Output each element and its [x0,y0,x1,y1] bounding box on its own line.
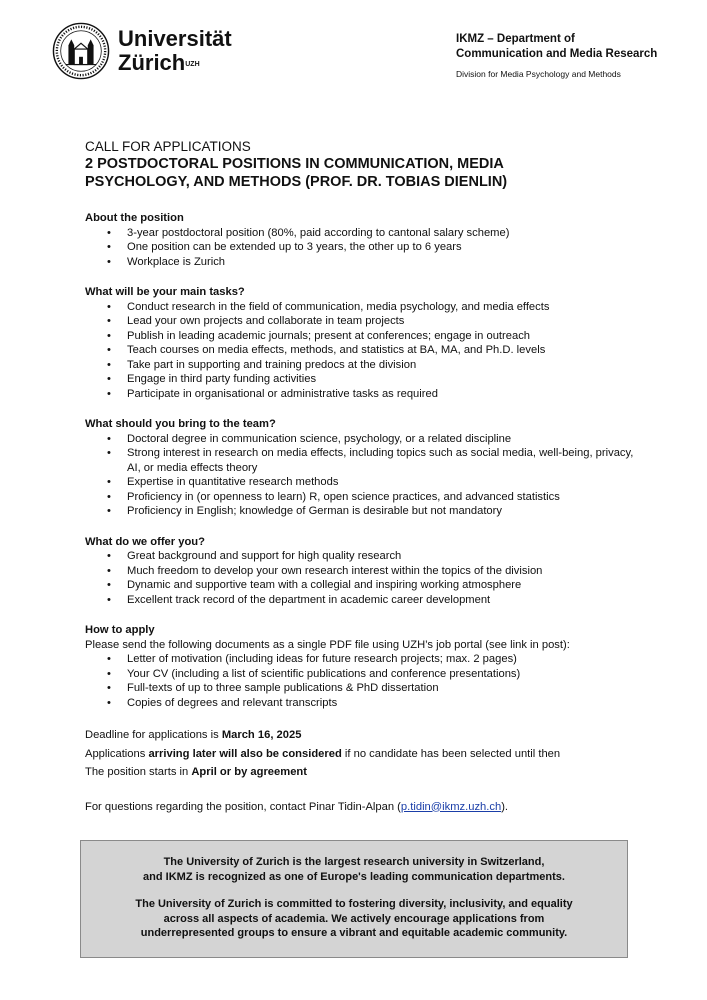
list-item: • Take part in supporting and training predocs at the division [127,358,645,373]
info-paragraph-2 [81,897,627,941]
info-box [80,840,628,958]
list-item: • Doctoral degree in communication science, psychology, or a related discipline [127,432,645,447]
section-title-tasks: What will be your main tasks? [85,286,245,298]
list-item: • Much freedom to develop your own research interest within the topics of the division [127,564,645,579]
section-title-offer: What do we offer you? [85,535,205,548]
list-item: • Expertise in quantitative research methods [127,475,645,490]
list-item: • Your CV (including a list of scientific publications and conference presentations) [127,667,645,682]
list-item: • One position can be extended up to 3 years, the other up to 6 years [127,240,645,255]
section-title-apply: How to apply [85,624,155,636]
late-post: if no candidate has been selected until then [341,747,561,760]
university-name [118,27,232,75]
university-line1: Universität [118,26,232,51]
list-item: • 3-year postdoctoral position (80%, paid according to cantonal salary scheme) [127,226,645,241]
bring-list [85,432,645,519]
list-item: • Copies of degrees and relevant transcripts [127,696,645,711]
info-line: and IKMZ is recognized as one of Europe's leading communication departments. [143,870,565,883]
division-name: Division for Media Psychology and Methods [456,69,621,79]
uzh-superscript: UZH [185,61,200,68]
call-label: CALL FOR APPLICATIONS [85,139,251,154]
info-line: The University of Zurich is committed to fostering diversity, inclusivity, and equality [135,898,573,910]
list-item: • Workplace is Zurich [127,255,645,270]
list-item: • Strong interest in research on media effects, including topics such as social media, well-being, privacy, AI, or media effects theory [127,446,645,475]
list-item: • Great background and support for high quality research [127,549,645,564]
page-title-line2: PSYCHOLOGY, AND METHODS (PROF. DR. TOBIAS DIENLIN) [85,174,508,190]
info-line: underrepresented groups to ensure a vibrant and equitable academic community. [140,927,568,939]
section-title-about: About the position [85,212,184,224]
page-title-line1: 2 POSTDOCTORAL POSITIONS IN COMMUNICATION, MEDIA [85,156,504,172]
deadline-date: March 16, 2025 [221,729,302,741]
list-item: • Participate in organisational or administrative tasks as required [127,387,645,402]
deadline-line [85,728,645,743]
contact-line [85,800,645,815]
department-block [456,32,661,79]
list-item: • Lead your own projects and collaborate in team projects [127,314,645,329]
list-item: • Publish in leading academic journals; present at conferences; engage in outreach [127,329,645,344]
offer-list [85,549,645,607]
department-line2: Communication and Media Research [456,48,658,60]
apply-intro: Please send the following documents as a single PDF file using UZH’s job portal (see link in post): [85,638,570,651]
list-item: • Proficiency in English; knowledge of German is desirable but not mandatory [127,504,645,519]
list-item: • Excellent track record of the department in academic career development [127,593,645,608]
late-pre: Applications [85,747,149,760]
info-line: The University of Zurich is the largest research university in Switzerland, [163,856,545,868]
apply-list [85,652,645,710]
section-title-bring: What should you bring to the team? [85,418,276,430]
about-list [85,226,645,270]
list-item: • Teach courses on media effects, methods, and statistics at BA, MA, and Ph.D. levels [127,343,645,358]
info-line: across all aspects of academia. We actively encourage applications from [163,912,545,925]
list-item: • Engage in third party funding activities [127,372,645,387]
list-item: • Full-texts of up to three sample publications & PhD dissertation [127,681,645,696]
list-item: • Letter of motivation (including ideas for future research projects; max. 2 pages) [127,652,645,667]
list-item: • Dynamic and supportive team with a collegial and inspiring working atmosphere [127,578,645,593]
start-line [85,765,645,780]
uzh-seal-icon [52,22,110,80]
department-line1: IKMZ – Department of [456,33,575,45]
university-line2 [118,51,232,75]
late-bold: arriving later will also be considered [148,747,342,760]
deadline-text: Deadline for applications is [85,729,222,741]
uzh-logo [52,22,232,80]
contact-pre: For questions regarding the position, contact Pinar Tidin-Alpan ( [85,800,401,813]
tasks-list [85,300,645,402]
info-paragraph-1 [81,855,627,884]
list-item: • Proficiency in (or openness to learn) R, open science practices, and advanced statistics [127,490,645,505]
contact-post: ). [501,800,509,813]
university-city: Zürich [118,50,186,75]
start-pre: The position starts in [85,766,192,778]
late-applications-line [85,747,645,762]
contact-email-link[interactable]: p.tidin@ikmz.uzh.ch [400,800,502,813]
list-item: • Conduct research in the field of communication, media psychology, and media effects [127,300,645,315]
job-posting-body [85,139,645,814]
start-date: April or by agreement [191,766,307,778]
letterhead [52,22,667,92]
